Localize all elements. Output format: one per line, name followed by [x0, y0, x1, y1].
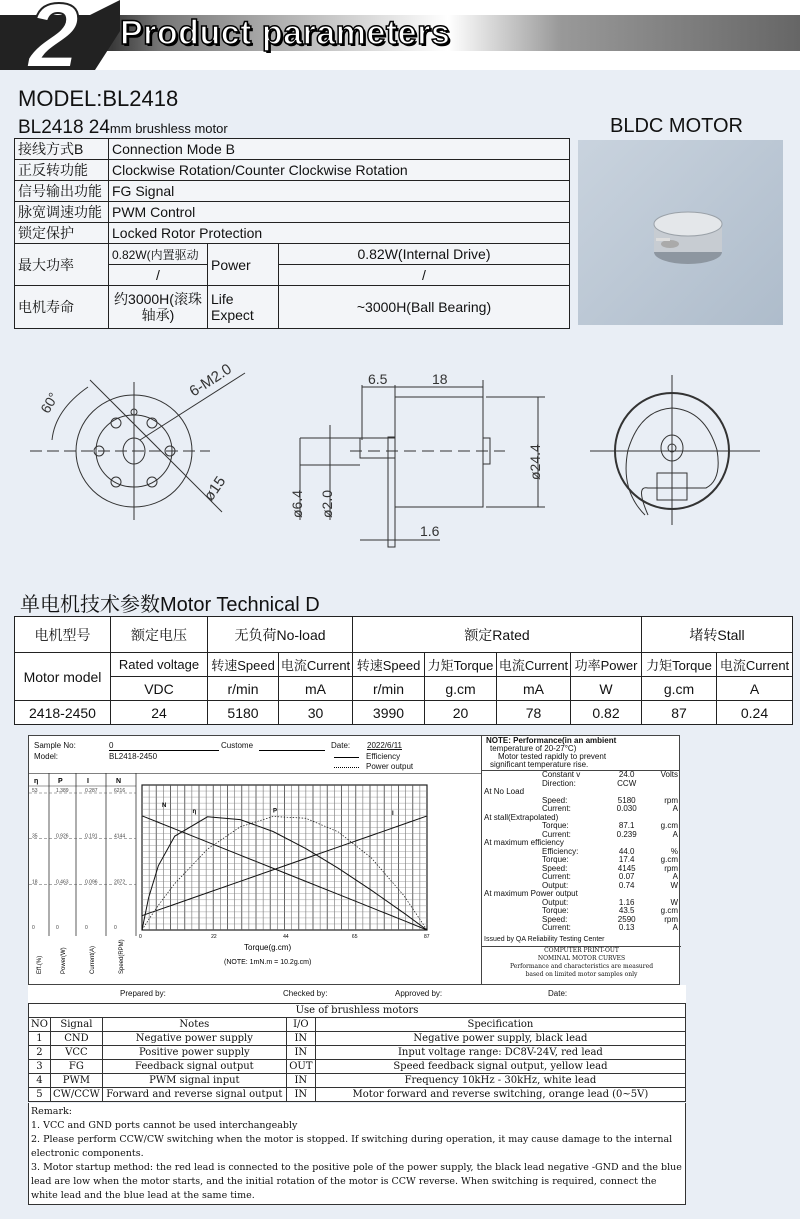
usage-cell: Motor forward and reverse switching, orange lead (0~5V)	[315, 1088, 685, 1102]
perf-param-value: CCW	[617, 778, 637, 788]
spec-label-cn: 锁定保护	[15, 223, 109, 244]
th-model: 电机型号	[15, 617, 111, 653]
dim-24-4: ø24.4	[527, 444, 543, 480]
usage-row	[29, 1060, 686, 1074]
th-noload: 无负荷No-load	[208, 617, 353, 653]
perf-param-unit: A	[672, 829, 678, 839]
x-axis-label: Torque(g.cm)	[244, 943, 292, 952]
remarks	[28, 1103, 686, 1205]
tech-unit: VDC	[111, 677, 208, 701]
motor-curves-chart	[29, 736, 484, 986]
usage-cell: OUT	[286, 1060, 315, 1074]
spec-label-cn: 脉宽调速功能	[15, 202, 109, 223]
scale-tick-label: 0	[32, 925, 35, 931]
page-title: Product parameters	[120, 14, 451, 52]
usage-cell: PWM signal input	[102, 1074, 286, 1088]
perf-indent	[482, 916, 540, 925]
perf-param-value: 0.07	[618, 872, 635, 881]
tech-subheader: 功率Power	[571, 653, 642, 677]
perf-param-row	[482, 907, 680, 916]
usage-cell: 4	[29, 1074, 51, 1088]
perf-param-value: 17.4	[618, 855, 635, 864]
perf-param-unit: A	[672, 804, 678, 813]
motor-photo	[578, 140, 783, 325]
motor-image	[578, 140, 783, 325]
perf-param-value: 43.5	[618, 906, 635, 915]
perf-group-label: At stall(Extrapolated)	[484, 812, 559, 822]
signature-row	[28, 985, 686, 1003]
scale-tick-label: 1.389	[56, 788, 69, 794]
tech-value: 20	[425, 701, 497, 725]
perf-param-label: Current:	[542, 923, 571, 932]
perf-param-value: 0.74	[618, 880, 635, 890]
issued-by: Issued by QA Reliability Testing Center	[484, 936, 605, 943]
dimension-drawing	[0, 340, 800, 560]
perf-indent	[482, 924, 540, 933]
perf-param-row	[482, 848, 680, 857]
tech-value: 2418-2450	[15, 701, 111, 725]
perf-param-row	[482, 771, 680, 780]
th-voltage: 额定电压	[111, 617, 208, 653]
tech-value: 5180	[208, 701, 279, 725]
axis-title: Speed(RPM)	[119, 939, 125, 974]
spec-row	[15, 223, 570, 244]
scale-column-head: P	[58, 778, 63, 785]
scale-tick-label: 35	[32, 833, 38, 840]
tech-subheader: 转速Speed	[353, 653, 425, 677]
tech-subheader: 电流Current	[717, 653, 793, 677]
scale-tick-label: 0	[114, 925, 117, 931]
scale-tick-label: 0.096	[85, 879, 98, 886]
perf-param-row	[482, 873, 680, 882]
usage-header-cell: Specification	[315, 1018, 685, 1032]
curve-footer-line: COMPUTER PRINT-OUT	[544, 947, 619, 954]
perf-param-unit: %	[670, 846, 678, 856]
prepared-by: Prepared by:	[120, 989, 166, 998]
perf-group-label: At maximum Power output	[484, 889, 578, 898]
x-tick-label: 87	[424, 934, 430, 940]
usage-header-cell: I/O	[286, 1018, 315, 1032]
scale-tick-label: 0	[85, 925, 88, 931]
perf-param-unit: rpm	[664, 795, 678, 805]
spec-value-en: Clockwise Rotation/Counter Clockwise Rotation	[109, 160, 570, 181]
spec-value-en: Connection Mode B	[109, 139, 570, 160]
perf-param-unit: Volts	[660, 770, 678, 779]
perf-indent	[482, 797, 540, 806]
tech-subheader: 力矩Torque	[642, 653, 717, 677]
usage-cell: Negative power supply, black lead	[315, 1032, 685, 1046]
perf-param-row	[482, 890, 680, 899]
tech-value: 0.24	[717, 701, 793, 725]
scale-column-head: η	[34, 778, 39, 785]
perf-param-label: Torque:	[542, 855, 569, 864]
series-label: P	[273, 808, 278, 815]
perf-group-label: At No Load	[484, 787, 525, 796]
spec-value-en: Locked Rotor Protection	[109, 223, 570, 244]
tech-subheader: 电流Current	[497, 653, 571, 677]
tech-unit: g.cm	[425, 677, 497, 701]
usage-cell: IN	[286, 1074, 315, 1088]
th-stall: 堵转Stall	[642, 617, 793, 653]
power-label-en: Power	[208, 244, 279, 286]
side-view	[300, 380, 545, 547]
model-value: BL2418-2450	[109, 752, 158, 761]
spec-label-cn: 信号输出功能	[15, 181, 109, 202]
usage-cell: 5	[29, 1088, 51, 1102]
usage-title: Use of brushless motors	[29, 1004, 686, 1018]
model-label: Model:	[34, 752, 59, 761]
unit-note: (NOTE: 1mN.m = 10.2g.cm)	[224, 959, 312, 966]
tech-value: 24	[111, 701, 208, 725]
sample-value: 0	[109, 741, 219, 751]
approved-by: Approved by:	[395, 989, 443, 998]
usage-cell: CW/CCW	[50, 1088, 102, 1102]
tech-subheader: 力矩Torque	[425, 653, 497, 677]
spec-table	[14, 138, 570, 329]
perf-indent	[482, 822, 540, 831]
perf-group-label: At maximum efficiency	[484, 838, 564, 847]
usage-header-cell: Notes	[102, 1018, 286, 1032]
scale-tick-label: 0.463	[56, 879, 69, 886]
curve-footer-line: NOMINAL MOTOR CURVES	[537, 955, 626, 962]
tech-params-table	[14, 616, 793, 725]
section-header	[0, 0, 800, 87]
usage-cell: IN	[286, 1088, 315, 1102]
curve-footer-line: Performance and characteristics are measured	[509, 963, 654, 970]
spec-value-en: PWM Control	[109, 202, 570, 223]
power-value-en: 0.82W(Internal Drive)	[279, 244, 570, 265]
usage-cell: Negative power supply	[102, 1032, 286, 1046]
tech-units-row	[15, 677, 793, 701]
perf-param-label: Torque:	[542, 821, 569, 830]
legend-power: Power output	[366, 762, 414, 771]
scale-tick-label: 6216	[114, 788, 126, 794]
perf-note-line: NOTE: Performance(in an ambient	[486, 736, 617, 745]
dim-1-6: 1.6	[420, 523, 440, 539]
scale-tick-label: 0.191	[85, 833, 98, 840]
perf-param-row	[482, 916, 680, 925]
dia15-label: ø15	[200, 473, 230, 505]
axis-title: Eff.(%)	[37, 955, 43, 974]
life-label-cn: 电机寿命	[15, 286, 109, 329]
perf-param-value: 5180	[617, 795, 636, 805]
tech-subheader-row	[15, 653, 793, 677]
tech-value: 87	[642, 701, 717, 725]
perf-param-value: 2590	[617, 914, 636, 924]
scale-tick-label: 53	[32, 788, 38, 794]
dim-6-4: ø6.4	[289, 489, 305, 518]
axis-title: Current(A)	[90, 945, 96, 974]
spec-row	[15, 181, 570, 202]
perf-indent	[482, 873, 540, 882]
perf-note-line: Motor tested rapidly to prevent	[498, 752, 607, 761]
scale-tick-label: 0	[56, 925, 59, 931]
section-number: 2	[28, 0, 80, 87]
perf-param-label: Direction:	[542, 778, 576, 788]
perf-param-label: Output:	[542, 897, 569, 907]
power-value-cn-2: /	[109, 265, 208, 286]
perf-param-unit	[646, 780, 680, 789]
legend-efficiency: Efficiency	[366, 752, 401, 761]
perf-param-label: Current:	[542, 872, 571, 881]
perf-param-row	[482, 797, 680, 806]
model-title: MODEL:BL2418	[18, 86, 179, 111]
tech-section-title: 单电机技术参数Motor Technical D	[20, 594, 320, 616]
perf-param-label: Current:	[542, 804, 571, 813]
tech-subheader: 转速Speed	[208, 653, 279, 677]
performance-panel	[481, 736, 680, 984]
perf-indent	[482, 856, 540, 865]
tech-unit: r/min	[208, 677, 279, 701]
perf-param-label: Output:	[542, 880, 569, 890]
usage-cell: 3	[29, 1060, 51, 1074]
series-label: η	[192, 808, 197, 815]
usage-cell: CND	[50, 1032, 102, 1046]
usage-cell: Positive power supply	[102, 1046, 286, 1060]
perf-indent	[482, 899, 540, 908]
perf-param-label: Constant v	[542, 770, 581, 779]
spec-row-power	[15, 244, 570, 265]
curve-footer-line: based on limited motor samples only	[525, 971, 638, 978]
scale-tick-label: 0.926	[56, 833, 69, 840]
perf-note-line: significant temperature rise.	[490, 760, 589, 769]
perf-param-row	[482, 899, 680, 908]
usage-header-cell: Signal	[50, 1018, 102, 1032]
usage-row	[29, 1074, 686, 1088]
perf-param-unit: rpm	[664, 863, 678, 873]
holes-label: 6-M2.0	[186, 360, 235, 401]
usage-cell: Speed feedback signal output, yellow lead	[315, 1060, 685, 1074]
checked-by: Checked by:	[283, 989, 328, 998]
spec-row-life	[15, 286, 570, 329]
scale-column-head: I	[87, 778, 89, 785]
series-label: I	[392, 811, 394, 817]
angle-label: 60°	[37, 389, 62, 416]
usage-cell: 1	[29, 1032, 51, 1046]
perf-indent	[482, 907, 540, 916]
perf-param-value: 24.0	[618, 770, 635, 779]
perf-param-value: 87.1	[618, 821, 635, 830]
scale-column-head: N	[116, 778, 122, 785]
perf-param-unit: W	[670, 880, 678, 890]
usage-cell: FG	[50, 1060, 102, 1074]
dim-18: 18	[432, 371, 448, 387]
perf-indent	[482, 771, 540, 780]
perf-param-row	[482, 865, 680, 874]
usage-cell: 2	[29, 1046, 51, 1060]
usage-cell: Input voltage range: DC8V-24V, red lead	[315, 1046, 685, 1060]
remark-line: Remark:	[31, 1106, 72, 1117]
curve-footer	[482, 946, 681, 979]
model-subtitle	[18, 117, 228, 139]
dim-6-5: 6.5	[368, 371, 388, 387]
power-value-en-2: /	[279, 265, 570, 286]
remark-line: 1. VCC and GND ports cannot be used interchangeably	[31, 1120, 298, 1131]
perf-param-row	[482, 856, 680, 865]
life-label-en: Life Expect	[208, 286, 279, 329]
tech-subheader: Rated voltage	[111, 653, 208, 677]
perf-param-label: Efficiency:	[542, 846, 579, 856]
perf-param-value: 0.239	[616, 829, 637, 839]
perf-param-row	[482, 839, 680, 848]
usage-row	[29, 1088, 686, 1102]
date-label: Date:	[331, 741, 351, 750]
performance-note	[482, 736, 680, 771]
tech-subheader: 电流Current	[279, 653, 353, 677]
dim-2-0: ø2.0	[319, 489, 335, 518]
tech-value: 30	[279, 701, 353, 725]
date-value: 2022/6/11	[367, 741, 402, 750]
tech-value: 78	[497, 701, 571, 725]
usage-cell: Forward and reverse signal output	[102, 1088, 286, 1102]
perf-param-label: Speed:	[542, 795, 568, 805]
usage-cell: VCC	[50, 1046, 102, 1060]
x-tick-label: 65	[351, 934, 358, 940]
spec-row	[15, 160, 570, 181]
usage-header-row	[29, 1018, 686, 1032]
scale-tick-label: 2072	[114, 879, 126, 886]
perf-indent	[482, 848, 540, 857]
tech-value: 3990	[353, 701, 425, 725]
brushless-usage-table	[28, 1003, 686, 1102]
th-rated: 额定Rated	[353, 617, 642, 653]
subtitle-rest: mm brushless motor	[109, 121, 228, 136]
sheet-divider	[29, 773, 481, 774]
customer-label: Custome	[221, 741, 254, 750]
tech-unit: g.cm	[642, 677, 717, 701]
usage-cell: PWM	[50, 1074, 102, 1088]
usage-cell: Feedback signal output	[102, 1060, 286, 1074]
power-value-cn: 0.82W(内置驱动	[109, 244, 208, 265]
spec-label-cn: 接线方式B	[15, 139, 109, 160]
perf-param-unit: A	[672, 923, 678, 932]
perf-param-unit: g.cm	[660, 906, 678, 915]
remark-line: 2. Please perform CCW/CW switching when the motor is stopped. If switching during operation, it may cause damage to the internal electronic components.	[31, 1134, 673, 1159]
life-value-en: ~3000H(Ball Bearing)	[279, 286, 570, 329]
perf-param-label: Current:	[542, 829, 571, 839]
sample-label: Sample No:	[34, 741, 76, 750]
tech-subheader: Motor model	[15, 653, 111, 701]
scale-tick-label: 0.287	[85, 788, 98, 794]
perf-param-row	[482, 822, 680, 831]
subtitle-main: BL2418 24	[18, 117, 110, 138]
tech-unit: A	[717, 677, 793, 701]
perf-param-unit: W	[670, 897, 678, 907]
perf-param-unit: rpm	[664, 914, 678, 924]
perf-indent	[482, 865, 540, 874]
perf-param-unit: A	[672, 872, 678, 881]
x-tick-label: 22	[211, 934, 217, 940]
axis-title: Power(W)	[61, 947, 67, 974]
tech-data-row	[15, 701, 793, 725]
spec-row	[15, 202, 570, 223]
perf-param-value: 4145	[617, 863, 636, 873]
x-tick-label: 0	[139, 934, 142, 940]
remark-line: 3. Motor startup method: the red lead is connected to the positive pole of the power supply, the black lead negative -GND and the blue lead are low when the motor starts, and the initial rotation of the motor is CCW reverse. When switching is required, connect the white lead and the blue lead at the same time.	[31, 1162, 682, 1201]
perf-note-line: temperature of 20-27°C)	[490, 744, 577, 753]
perf-param-unit: g.cm	[660, 855, 678, 864]
motor-curve-sheet	[28, 735, 680, 985]
power-label-cn: 最大功率	[15, 244, 109, 286]
tech-unit: W	[571, 677, 642, 701]
perf-param-row	[482, 788, 680, 797]
spec-row	[15, 139, 570, 160]
tech-unit: mA	[279, 677, 353, 701]
usage-header-cell: NO	[29, 1018, 51, 1032]
perf-param-label: Torque:	[542, 906, 569, 915]
x-tick-label: 44	[283, 934, 289, 940]
usage-cell: IN	[286, 1032, 315, 1046]
tech-unit: mA	[497, 677, 571, 701]
sign-date: Date:	[548, 989, 568, 998]
tech-header-row	[15, 617, 793, 653]
bldc-label: BLDC MOTOR	[610, 115, 743, 137]
scale-tick-label: 4144	[114, 833, 126, 840]
perf-param-value: 1.16	[618, 897, 635, 907]
scale-tick-label: 18	[32, 879, 38, 886]
perf-param-value: 0.13	[618, 923, 635, 932]
perf-param-label: Speed:	[542, 863, 568, 873]
series-label: N	[162, 803, 167, 809]
perf-param-row	[482, 924, 680, 933]
perf-param-label: Speed:	[542, 914, 568, 924]
usage-row	[29, 1032, 686, 1046]
performance-params	[482, 771, 680, 933]
perf-param-value: 44.0	[618, 846, 635, 856]
spec-label-cn: 正反转功能	[15, 160, 109, 181]
spec-value-en: FG Signal	[109, 181, 570, 202]
perf-param-value: 0.030	[616, 804, 637, 813]
usage-cell: Frequency 10kHz - 30kHz, white lead	[315, 1074, 685, 1088]
tech-value: 0.82	[571, 701, 642, 725]
perf-param-unit: g.cm	[660, 821, 678, 830]
usage-cell: IN	[286, 1046, 315, 1060]
rear-view	[590, 375, 760, 525]
usage-row	[29, 1046, 686, 1060]
life-value-cn: 约3000H(滚珠轴承)	[109, 286, 208, 329]
perf-param-row	[482, 814, 680, 823]
tech-unit: r/min	[353, 677, 425, 701]
